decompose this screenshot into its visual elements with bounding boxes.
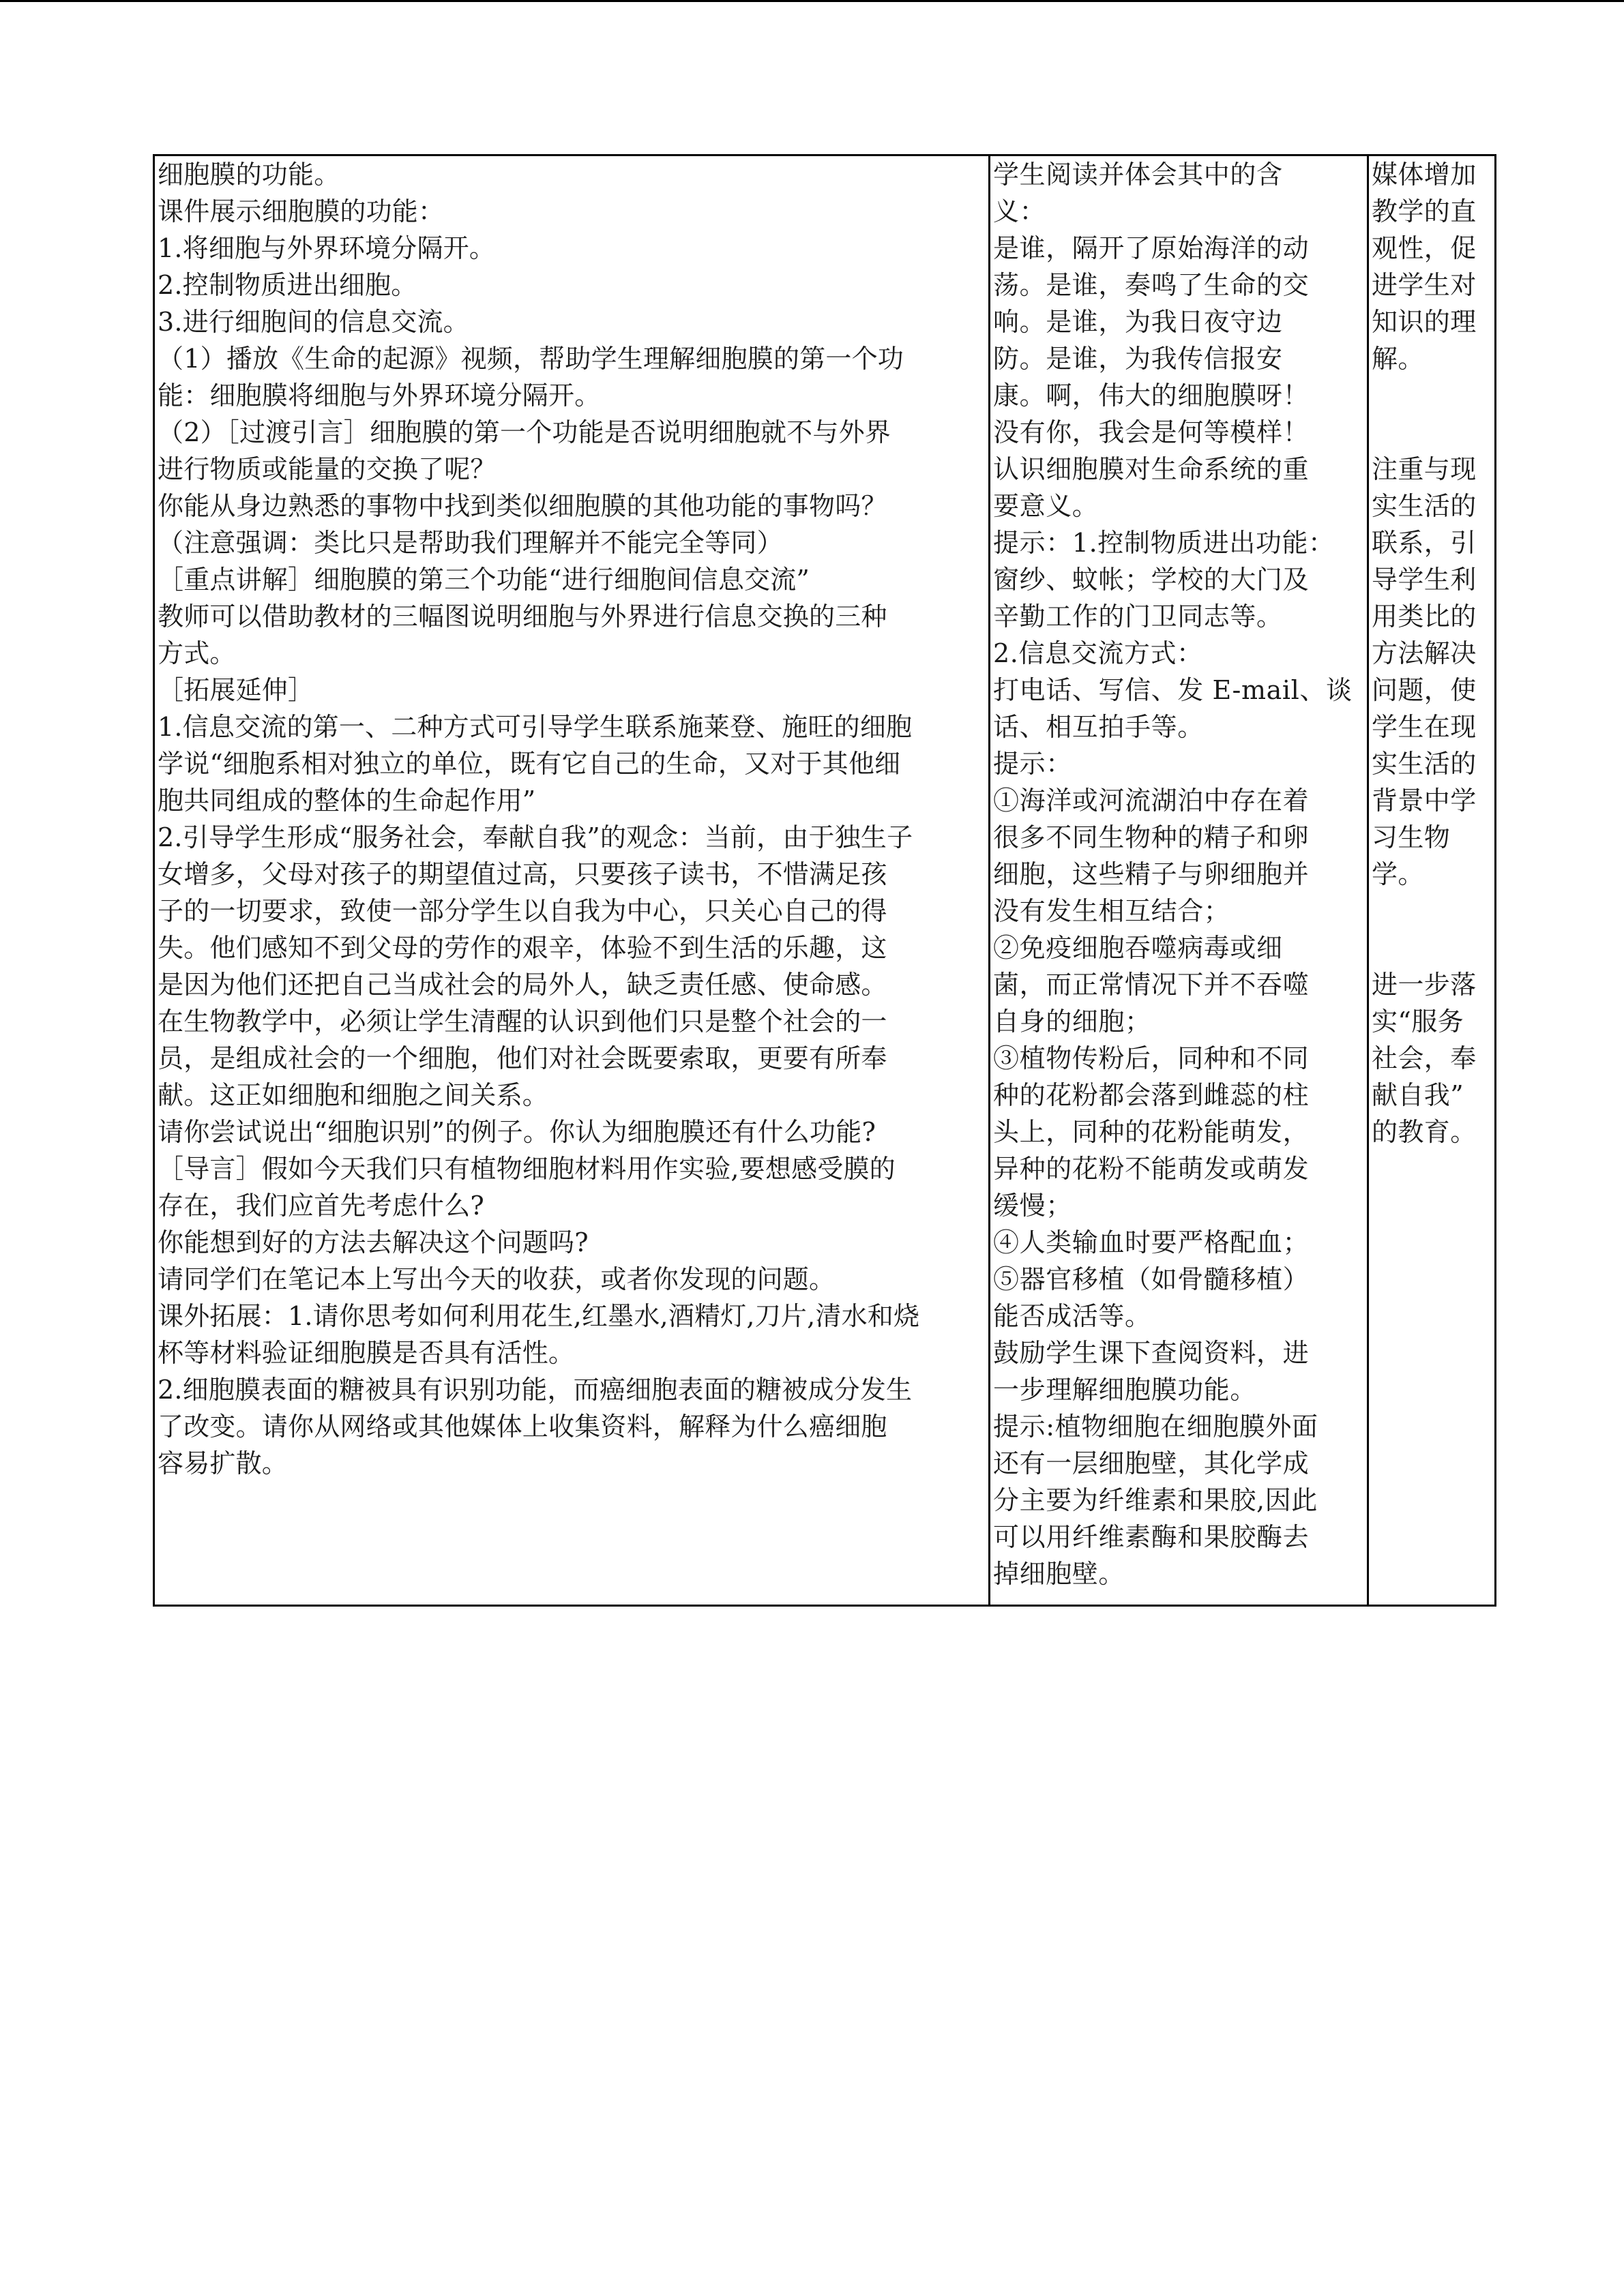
text-line: 一步理解细胞膜功能。 — [993, 1375, 1257, 1405]
text-line: 学说“细胞系相对独立的单位，既有它自己的生命，又对于其他细 — [158, 749, 901, 779]
text-line: 掉细胞壁。 — [993, 1559, 1125, 1589]
text-line: 没有发生相互结合； — [993, 896, 1230, 926]
text-line: 的教育。 — [1372, 1117, 1477, 1147]
text-line: 胞共同组成的整体的生命起作用” — [158, 786, 536, 816]
text-line: 窗纱、蚊帐；学校的大门及 — [993, 565, 1310, 595]
student-activity-text — [993, 156, 1364, 1592]
lesson-plan-table — [153, 154, 1496, 1607]
text-line: 荡。是谁，奏鸣了生命的交 — [993, 270, 1310, 300]
text-line: 3.进行细胞间的信息交流。 — [158, 307, 469, 337]
text-line: 提示： — [993, 749, 1072, 779]
text-line: 习生物 — [1372, 822, 1451, 852]
text-line: 献自我” — [1372, 1080, 1464, 1110]
teacher-activity-cell — [154, 155, 990, 1606]
text-line: 子的一切要求，致使一部分学生以自我为中心，只关心自己的得 — [158, 896, 887, 926]
text-line: 头上，同种的花粉能萌发， — [993, 1117, 1310, 1147]
text-line: 自身的细胞； — [993, 1007, 1151, 1037]
text-line: 教学的直 — [1372, 196, 1477, 226]
text-line: 请同学们在笔记本上写出今天的收获，或者你发现的问题。 — [158, 1264, 836, 1294]
text-line: ①海洋或河流湖泊中存在着 — [993, 786, 1310, 816]
text-line: 观性，促 — [1372, 233, 1477, 263]
text-line: 背景中学 — [1372, 786, 1477, 816]
table-row — [154, 155, 1496, 1606]
text-line: 女增多，父母对孩子的期望值过高，只要孩子读书，不惜满足孩 — [158, 859, 887, 889]
text-line: 学。 — [1372, 859, 1424, 889]
text-line: 进行物质或能量的交换了呢？ — [158, 454, 497, 484]
text-line: 社会，奉 — [1372, 1043, 1477, 1073]
text-line: （注意强调：类比只是帮助我们理解并不能完全等同） — [158, 528, 783, 558]
text-line: ［重点讲解］细胞膜的第三个功能“进行细胞间信息交流” — [158, 565, 810, 595]
text-line: 导学生利 — [1372, 565, 1477, 595]
text-line: 很多不同生物种的精子和卵 — [993, 822, 1310, 852]
text-line: 是因为他们还把自己当成社会的局外人，缺乏责任感、使命感。 — [158, 970, 887, 1000]
text-line: 2.引导学生形成“服务社会，奉献自我”的观念：当前，由于独生子 — [158, 822, 913, 852]
text-line: 用类比的 — [1372, 601, 1477, 631]
text-line: 防。是谁，为我传信报安 — [993, 344, 1283, 374]
text-line: 种的花粉都会落到雌蕊的柱 — [993, 1080, 1310, 1110]
text-line: 进学生对 — [1372, 270, 1477, 300]
text-line: 方法解决 — [1372, 638, 1477, 668]
text-line: （1）播放《生命的起源》视频，帮助学生理解细胞膜的第一个功 — [158, 344, 904, 374]
design-intent-media — [1372, 156, 1492, 377]
text-line: 1.将细胞与外界环境分隔开。 — [158, 233, 496, 263]
text-line: 注重与现 — [1372, 454, 1477, 484]
text-line: 异种的花粉不能萌发或萌发 — [993, 1154, 1310, 1184]
text-line: 分主要为纤维素和果胶,因此 — [993, 1485, 1318, 1515]
text-line: 能否成活等。 — [993, 1301, 1151, 1331]
text-line: ③植物传粉后，同种和不同 — [993, 1043, 1310, 1073]
text-line: 可以用纤维素酶和果胶酶去 — [993, 1522, 1310, 1552]
text-line: 康。啊，伟大的细胞膜呀！ — [993, 381, 1310, 411]
text-line: 存在，我们应首先考虑什么? — [158, 1191, 484, 1221]
text-line: 知识的理 — [1372, 307, 1477, 337]
text-line: 1.信息交流的第一、二种方式可引导学生联系施莱登、施旺的细胞 — [158, 712, 913, 742]
text-line: 义： — [993, 196, 1046, 226]
text-line: 杯等材料验证细胞膜是否具有活性。 — [158, 1338, 575, 1368]
text-line: 提示：1.控制物质进出功能： — [993, 528, 1335, 558]
text-line: （2）［过渡引言］细胞膜的第一个功能是否说明细胞就不与外界 — [158, 417, 891, 447]
text-line: 你能从身边熟悉的事物中找到类似细胞膜的其他功能的事物吗？ — [158, 491, 887, 521]
text-line: 解。 — [1372, 344, 1424, 374]
text-line: 联系，引 — [1372, 528, 1477, 558]
text-line: 实生活的 — [1372, 749, 1477, 779]
text-line: 献。这正如细胞和细胞之间关系。 — [158, 1080, 549, 1110]
text-line: 容易扩散。 — [158, 1448, 289, 1478]
text-line: 学生在现 — [1372, 712, 1477, 742]
text-line: 是谁，隔开了原始海洋的动 — [993, 233, 1310, 263]
text-line: 能：细胞膜将细胞与外界环境分隔开。 — [158, 381, 601, 411]
text-line: 2.控制物质进出细胞。 — [158, 270, 417, 300]
text-line: 媒体增加 — [1372, 160, 1477, 190]
text-line: 失。他们感知不到父母的劳作的艰辛，体验不到生活的乐趣，这 — [158, 933, 887, 963]
text-line: ［导言］假如今天我们只有植物细胞材料用作实验,要想感受膜的 — [158, 1154, 896, 1184]
text-line: 细胞膜的功能。 — [158, 160, 340, 190]
text-line: 在生物教学中，必须让学生清醒的认识到他们只是整个社会的一 — [158, 1007, 887, 1037]
text-line: 问题，使 — [1372, 675, 1477, 705]
spacer — [1372, 893, 1492, 929]
text-line: 你能想到好的方法去解决这个问题吗? — [158, 1227, 589, 1257]
text-line: 辛勤工作的门卫同志等。 — [993, 601, 1283, 631]
design-intent-service — [1372, 966, 1492, 1150]
design-intent-cell — [1368, 155, 1496, 1606]
student-activity-cell — [990, 155, 1368, 1606]
spacer — [1372, 414, 1492, 451]
text-line: 还有一层细胞壁，其化学成 — [993, 1448, 1310, 1478]
text-line: 请你尝试说出“细胞识别”的例子。你认为细胞膜还有什么功能? — [158, 1117, 876, 1147]
text-line: ［拓展延伸］ — [158, 675, 314, 705]
text-line: 没有你，我会是何等模样！ — [993, 417, 1310, 447]
text-line: 2.信息交流方式： — [993, 638, 1203, 668]
text-line: 教师可以借助教材的三幅图说明细胞与外界进行信息交换的三种 — [158, 601, 887, 631]
text-line: ⑤器官移植（如骨髓移植） — [993, 1264, 1310, 1294]
text-line: 细胞，这些精子与卵细胞并 — [993, 859, 1310, 889]
text-line: 了改变。请你从网络或其他媒体上收集资料，解释为什么癌细胞 — [158, 1412, 887, 1442]
text-line: 实“服务 — [1372, 1007, 1464, 1037]
spacer — [1372, 929, 1492, 966]
text-line: 要意义。 — [993, 491, 1099, 521]
text-line: ④人类输血时要严格配血； — [993, 1227, 1310, 1257]
text-line: 员，是组成社会的一个细胞，他们对社会既要索取，更要有所奉 — [158, 1043, 887, 1073]
page-top-border — [0, 0, 1624, 2]
text-line: 进一步落 — [1372, 970, 1477, 1000]
text-line: 缓慢； — [993, 1191, 1072, 1221]
text-line: 提示:植物细胞在细胞膜外面 — [993, 1412, 1318, 1442]
teacher-activity-text — [158, 156, 986, 1482]
text-line: 学生阅读并体会其中的含 — [993, 160, 1283, 190]
text-line: 课外拓展：1.请你思考如何利用花生,红墨水,酒精灯,刀片,清水和烧 — [158, 1301, 920, 1331]
text-line: 打电话、写信、发 E-mail、谈 — [993, 675, 1353, 705]
text-line: 实生活的 — [1372, 491, 1477, 521]
text-line: 响。是谁，为我日夜守边 — [993, 307, 1283, 337]
spacer — [1372, 377, 1492, 414]
text-line: 话、相互拍手等。 — [993, 712, 1204, 742]
text-line: 方式。 — [158, 638, 236, 668]
design-intent-real-life — [1372, 451, 1492, 893]
text-line: ②免疫细胞吞噬病毒或细 — [993, 933, 1283, 963]
text-line: 认识细胞膜对生命系统的重 — [993, 454, 1310, 484]
text-line: 菌，而正常情况下并不吞噬 — [993, 970, 1310, 1000]
text-line: 鼓励学生课下查阅资料，进 — [993, 1338, 1310, 1368]
text-line: 课件展示细胞膜的功能： — [158, 196, 445, 226]
text-line: 2.细胞膜表面的糖被具有识别功能，而癌细胞表面的糖被成分发生 — [158, 1375, 913, 1405]
